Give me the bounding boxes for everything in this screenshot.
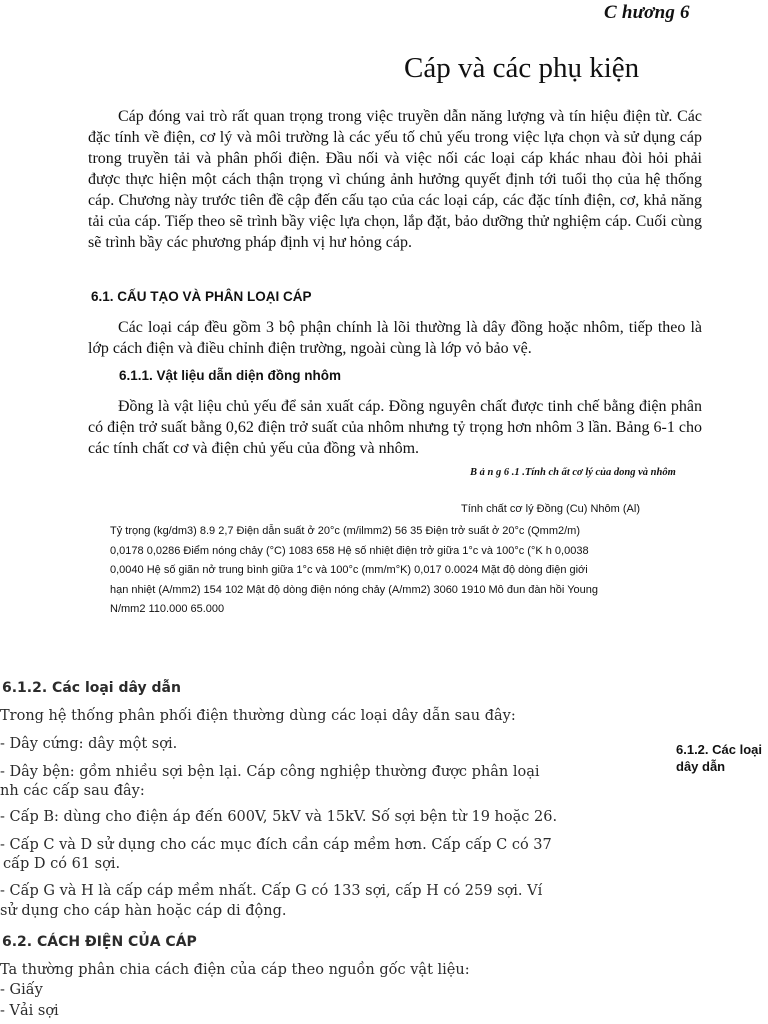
table-line: Tỷ trọng (kg/dm3) 8.9 2,7 Điện dẫn suất ở 20°c (m/ilmm2) 56 35 Điện trở suất ở 20°c (Qmm2/m) — [110, 525, 580, 537]
list-item-class-b: - Cấp B: dùng cho điện áp đến 600V, 5kV và 15kV. Số sợi bện từ 19 hoặc 26. — [0, 809, 558, 825]
table-header: Tính chất cơ lý Đồng (Cu) Nhôm (Al) — [461, 503, 640, 515]
list-item-stranded-wire-cont: nh các cấp sau đây: — [0, 783, 145, 799]
section-6-2-heading: 6.2. CÁCH ĐIỆN CỦA CÁP — [2, 934, 197, 950]
list-item-solid-wire: - Dây cứng: dây một sợi. — [0, 736, 178, 752]
table-line: N/mm2 110.000 65.000 — [110, 603, 225, 616]
list-item-class-g-h-cont: sử dụng cho cáp hàn hoặc cáp di động. — [0, 903, 287, 919]
chapter-label: C hương 6 — [604, 2, 690, 23]
table-line: 0,0040 Hệ số giãn nở trung bình giữa 1°c và 100°c (mm/m°K) 0,017 0.0024 Mặt độ dòng điện giới — [110, 564, 588, 577]
list-item-class-c-d: - Cấp C và D sử dụng cho các mục đích cần cáp mềm hơn. Cấp cấp C có 37 — [0, 837, 552, 853]
table-line: hạn nhiệt (A/mm2) 154 102 Mật độ dòng điện nóng chảy (A/mm2) 3060 1910 Mô đun đàn hồi Young — [110, 583, 599, 596]
table-caption: B ả n g 6 .1 .Tính ch ất cơ lý của dong và nhôm — [470, 467, 676, 478]
section-6-1-1-heading: 6.1.1. Vật liệu dẫn diện đồng nhôm — [119, 368, 342, 383]
insulation-intro: Ta thường phân chia cách điện của cáp theo nguồn gốc vật liệu: — [0, 962, 470, 978]
list-item-class-c-d-cont: cấp D có 61 sợi. — [3, 856, 121, 872]
section-6-1-paragraph: Các loại cáp đều gồm 3 bộ phận chính là lõi thường là dây đồng hoặc nhôm, tiếp theo là lớp cách điện và điều chỉnh điện trường, ngoài cùng là lớp vỏ bảo vệ. — [88, 319, 702, 357]
list-item-fiber: - Vải sợi — [0, 1003, 59, 1019]
chapter-title: Cáp và các phụ kiện — [404, 52, 640, 84]
scanned-page-excerpt — [0, 668, 590, 1024]
intro-paragraph: Cáp đóng vai trò rất quan trọng trong việc truyền dẫn năng lượng và tín hiệu điện từ. Các đặc tính về điện, cơ lý và môi trường là các yếu tố chủ yếu trong việc lựa chọn và sử dụng cáp trong truyền tải và phân phối điện. Đầu nối và việc nối các loại cáp khác nhau đòi hỏi phải được thực hiện một cách thận trọng vì chúng ảnh hưởng quyết định tới tuổi thọ của hệ thống cáp. Chương này trước tiên đề cập đến cấu tạo của các loại cáp, các đặc tính điện, cơ, khả năng tải của cáp. Tiếp theo sẽ trình bầy việc lựa chọn, lắp đặt, bảo dưỡng thử nghiệm cáp. Cuối cùng sẽ trình bầy các phương pháp định vị hư hỏng cáp. — [88, 108, 702, 251]
side-note: 6.1.2. Các loại dây dẫn — [676, 742, 762, 774]
conductor-intro: Trong hệ thống phân phối điện thường dùng các loại dây dẫn sau đây: — [0, 708, 516, 724]
list-item-stranded-wire: - Dây bện: gồm nhiều sợi bện lại. Cáp công nghiệp thường được phân loại — [0, 764, 540, 780]
list-item-class-g-h: - Cấp G và H là cấp cáp mềm nhất. Cấp G có 133 sợi, cấp H có 259 sợi. Ví — [0, 883, 543, 899]
section-6-1-1-paragraph: Đồng là vật liệu chủ yếu để sản xuất cáp. Đồng nguyên chất được tinh chế bằng điện phân có điện trở suất bằng 0,62 điện trở suất của nhôm nhưng tỷ trọng hơn nhôm 3 lần. Bảng 6-1 cho các tính chất cơ và điện chủ yếu của đồng và nhôm. — [88, 398, 702, 457]
table-line: 0,0178 0,0286 Điểm nóng chảy (°C) 1083 658 Hệ số nhiệt điện trở giữa 1°c và 100°c (°K h 0,0038 — [110, 544, 589, 557]
table-body — [110, 522, 670, 620]
section-6-1-heading: 6.1. CẤU TẠO VÀ PHÂN LOẠI CÁP — [91, 289, 312, 304]
section-6-1-2-heading: 6.1.2. Các loại dây dẫn — [2, 680, 181, 696]
list-item-paper: - Giấy — [0, 982, 43, 998]
